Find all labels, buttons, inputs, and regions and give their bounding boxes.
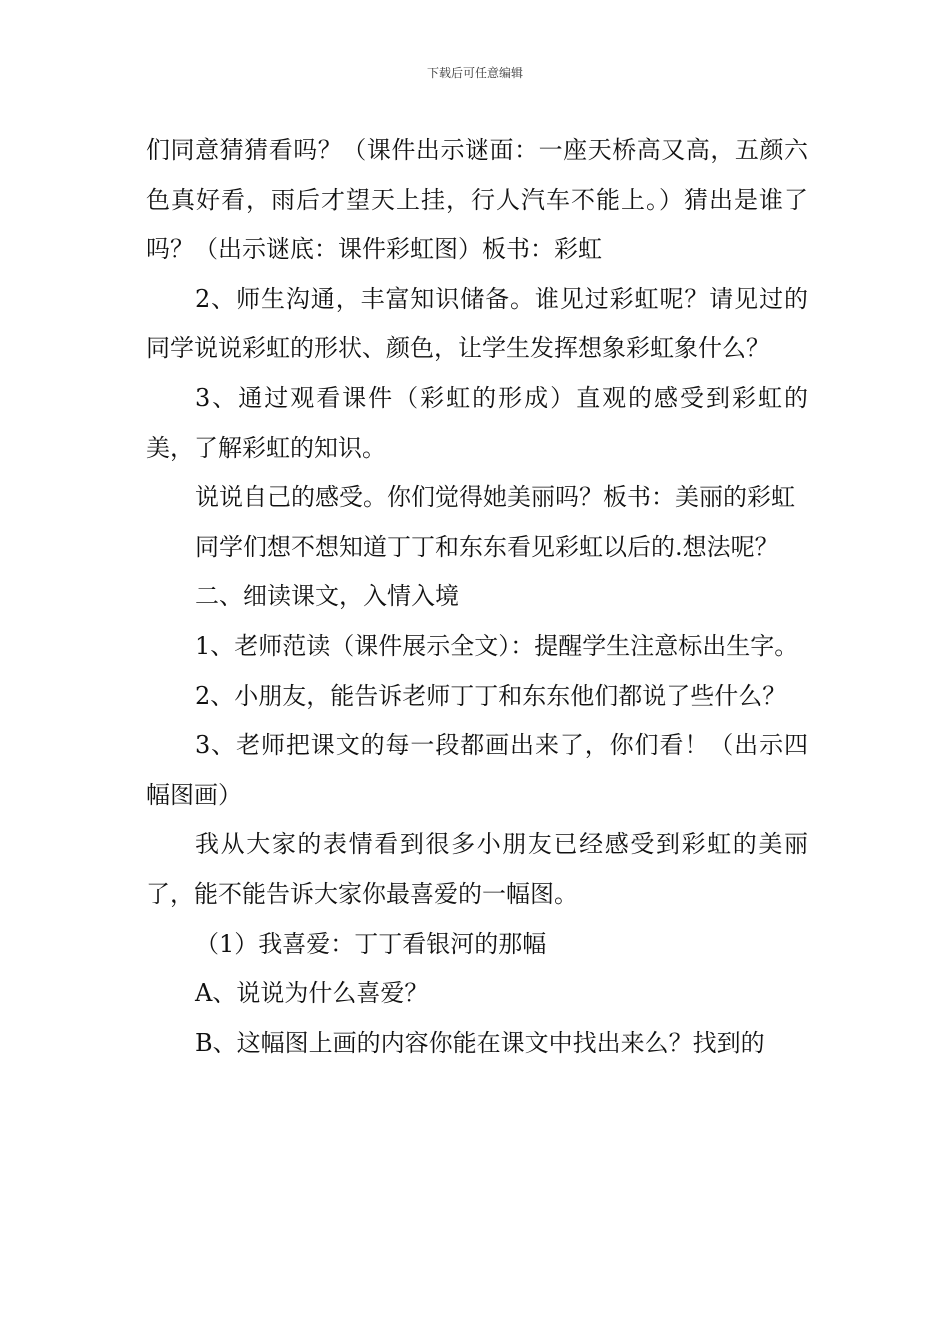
page-header: 下载后可任意编辑 (426, 66, 523, 80)
paragraph-step-3-courseware: 3、通过观看课件（彩虹的形成）直观的感受到彩虹的美，了解彩虹的知识。 (146, 383, 808, 462)
section-heading-close-reading: 二、细读课文，入情入境 (195, 582, 459, 611)
paragraph-item-a: A、说说为什么喜爱？ (195, 979, 429, 1008)
paragraph-riddle: 们同意猜猜看吗？（课件出示谜面：一座天桥高又高，五颜六色真好看，雨后才望天上挂，行人汽车不能上。）猜出是谁了吗？（出示谜底：课件彩虹图）板书：彩虹 (146, 136, 808, 264)
paragraph-feelings: 说说自己的感受。你们觉得她美丽吗？板书：美丽的彩虹 (195, 483, 795, 512)
paragraph-favorite-picture: 我从大家的表情看到很多小朋友已经感受到彩虹的美丽了，能不能告诉大家你最喜爱的一幅图。 (146, 830, 808, 908)
paragraph-question: 同学们想不想知道丁丁和东东看见彩虹以后的.想法呢？ (195, 532, 779, 561)
paragraph-step-2-communication: 2、师生沟通，丰富知识储备。谁见过彩虹呢？请见过的同学说说彩虹的形状、颜色，让学生发挥想象彩虹象什么？ (146, 284, 808, 363)
paragraph-teacher-reading: 1、老师范读（课件展示全文）：提醒学生注意标出生字。 (195, 631, 799, 660)
paragraph-item-1: （1）我喜爱：丁丁看银河的那幅 (195, 929, 547, 958)
paragraph-item-b: B、这幅图上画的内容你能在课文中找出来么？找到的 (195, 1028, 765, 1057)
paragraph-four-pictures: 3、老师把课文的每一段都画出来了，你们看！（出示四幅图画） (146, 731, 808, 809)
document-body (146, 126, 808, 1068)
paragraph-what-they-said: 2、小朋友，能告诉老师丁丁和东东他们都说了些什么？ (195, 681, 787, 710)
